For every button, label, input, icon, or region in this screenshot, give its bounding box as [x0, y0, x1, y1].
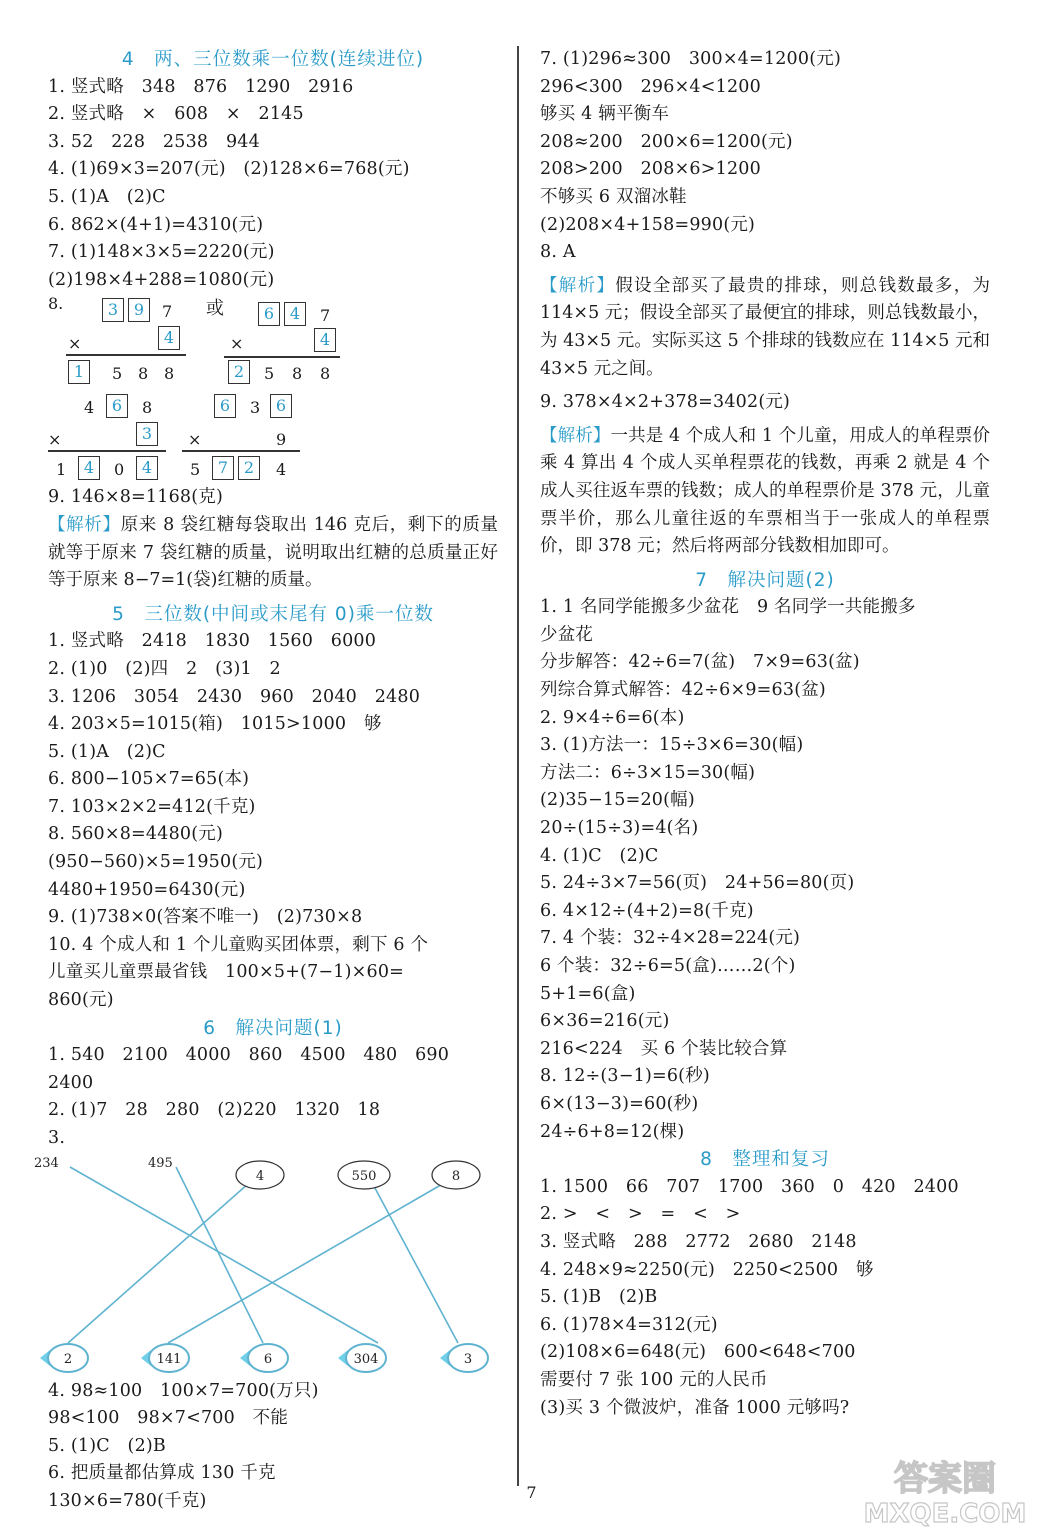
- answer-line: 列综合算式解答：42÷6×9=63(盆): [540, 680, 826, 701]
- answer-line: 4. 98≈100 100×7=700(万只): [48, 1380, 319, 1401]
- match-top-label: 495: [148, 1155, 173, 1171]
- puzzle-digit: 4: [276, 460, 287, 480]
- answer-line: 5. (1)A (2)C: [48, 186, 166, 207]
- answer-line: 不够买 6 双溜冰鞋: [540, 186, 687, 207]
- puzzle-digit: 8: [320, 364, 331, 384]
- answer-line: 8. 12÷(3−1)=6(秒): [540, 1066, 710, 1087]
- answer-line: (2)198×4+288=1080(元): [48, 269, 275, 290]
- answer-line: 3. 52 228 2538 944: [48, 131, 260, 152]
- answer-line: 6 个装：32÷6=5(盒)……2(个): [540, 956, 796, 976]
- puzzle-box: 9: [128, 298, 150, 322]
- answer-line: 2. > < > = < >: [540, 1204, 741, 1225]
- answer-line: 3. (1)方法一：15÷3×6=30(幅): [540, 735, 804, 756]
- puzzle-box: 2: [228, 360, 250, 384]
- answer-line: 1. 1 名同学能搬多少盆花 9 名同学一共能搬多: [540, 597, 916, 618]
- answer-line: 2. 9×4÷6=6(本): [540, 707, 685, 728]
- matching-svg: [34, 1153, 498, 1378]
- puzzle-box: 4: [78, 456, 100, 480]
- analysis-paragraph: [540, 273, 990, 383]
- column-divider: [517, 46, 519, 1486]
- puzzle-digit: 5: [112, 364, 123, 384]
- answer-line: 7. (1)148×3×5=2220(元): [48, 242, 275, 263]
- answer-line: (2)108×6=648(元) 600<648<700: [540, 1342, 856, 1363]
- section-4-heading: 4 两、三位数乘一位数(连续进位): [121, 49, 425, 70]
- section-8-heading: 8 整理和复习: [700, 1149, 830, 1171]
- right-column: [540, 46, 990, 1422]
- answer-line: 6. 把质量都估算成 130 千克: [48, 1463, 276, 1484]
- answer-line: 6×36=216(元): [540, 1011, 670, 1032]
- answer-line: 4. (1)C (2)C: [540, 845, 659, 866]
- answer-line: 6. 800−105×7=65(本): [48, 769, 250, 790]
- puzzle-digit: 8: [292, 364, 303, 384]
- answer-line: 8. A: [540, 242, 576, 263]
- puzzle-rule: [224, 356, 340, 358]
- puzzle-box: 4: [136, 456, 158, 480]
- answer-line: 1. 竖式略 2418 1830 1560 6000: [48, 631, 377, 652]
- answer-line: (2)35−15=20(幅): [540, 790, 695, 811]
- section-5-heading: 5 三位数(中间或末尾有 0)乘一位数: [112, 603, 434, 625]
- answer-line: 1. 竖式略 348 876 1290 2916: [48, 76, 354, 97]
- left-column: [34, 46, 498, 1516]
- puzzle-rule: [66, 354, 186, 356]
- puzzle-box: 6: [106, 394, 128, 418]
- answer-line: 130×6=780(千克): [48, 1490, 207, 1511]
- answer-line: 分步解答：42÷6=7(盆) 7×9=63(盆): [540, 652, 860, 673]
- puzzle-box: 3: [102, 298, 124, 322]
- puzzle-box: 7: [212, 456, 234, 480]
- answer-line: 1. 1500 66 707 1700 360 0 420 2400: [540, 1176, 959, 1197]
- answer-line: (950−560)×5=1950(元): [48, 852, 264, 873]
- answer-line: 20÷(15÷3)=4(名): [540, 818, 699, 839]
- puzzle-digit: 5: [190, 460, 201, 480]
- puzzle-digit: 8: [138, 364, 149, 384]
- analysis-tag: 【解析】: [48, 514, 121, 535]
- answer-line: 5. 24÷3×7=56(页) 24+56=80(页): [540, 873, 855, 894]
- times-sign: ×: [230, 334, 244, 354]
- match-top-label: 234: [34, 1155, 59, 1171]
- puzzle-digit: 9: [276, 430, 287, 450]
- answer-line: 少盆花: [540, 624, 594, 645]
- matching-diagram: [34, 1153, 498, 1378]
- answer-line: 6. (1)78×4=312(元): [540, 1314, 718, 1335]
- puzzle-box: 6: [270, 394, 292, 418]
- answer-line: 208>200 208×6>1200: [540, 159, 761, 180]
- answer-line: 10. 4 个成人和 1 个儿童购买团体票，剩下 6 个: [48, 934, 429, 955]
- answer-line: 5. (1)C (2)B: [48, 1435, 166, 1456]
- puzzle-box: 3: [136, 422, 158, 446]
- answer-line: 3.: [48, 1128, 66, 1148]
- answer-line: 1. 540 2100 4000 860 4500 480 690: [48, 1045, 450, 1066]
- match-bottom-label: 6: [263, 1351, 273, 1367]
- page-number: 7: [526, 1483, 537, 1502]
- answer-line: 296<300 296×4<1200: [540, 76, 761, 97]
- answer-line: 8. 560×8=4480(元): [48, 824, 224, 845]
- answer-line: 7. (1)296≈300 300×4=1200(元): [540, 49, 841, 69]
- puzzle-box: 4: [158, 326, 180, 350]
- puzzle-digit: 4: [84, 398, 95, 418]
- answer-line: 6. 4×12÷(4+2)=8(千克): [540, 900, 754, 921]
- puzzle-box: 2: [238, 456, 260, 480]
- answer-line: 2. (1)0 (2)四 2 (3)1 2: [48, 658, 281, 679]
- answer-line: 9. 146×8=1168(克): [48, 487, 224, 508]
- answer-line: 6×(13−3)=60(秒): [540, 1093, 699, 1114]
- answer-line: (3)买 3 个微波炉，准备 1000 元够吗?: [540, 1397, 850, 1418]
- answer-line: 9. (1)738×0(答案不唯一) (2)730×8: [48, 907, 363, 928]
- answer-line: 3. 1206 3054 2430 960 2040 2480: [48, 686, 421, 707]
- answer-line: 216<224 买 6 个装比较合算: [540, 1038, 788, 1059]
- match-top-label: 550: [351, 1168, 377, 1184]
- multiplication-puzzle: [48, 294, 498, 484]
- times-sign: ×: [188, 430, 202, 450]
- puzzle-digit: 5: [264, 364, 275, 384]
- answer-line: 5. (1)B (2)B: [540, 1287, 658, 1308]
- analysis-tag: 【解析】: [540, 275, 616, 296]
- puzzle-rule: [182, 450, 300, 452]
- answer-line: 5. (1)A (2)C: [48, 741, 166, 762]
- match-bottom-label: 2: [63, 1351, 73, 1367]
- puzzle-box: 6: [214, 394, 236, 418]
- section-7-heading: 7 解决问题(2): [695, 569, 835, 591]
- answer-line: 够买 4 辆平衡车: [540, 104, 670, 125]
- section-6-heading: 6 解决问题(1): [203, 1017, 343, 1039]
- watermark-text: 答案圈: [894, 1459, 996, 1499]
- answer-line: 方法二：6÷3×15=30(幅): [540, 762, 756, 783]
- answer-line: 3. 竖式略 288 2772 2680 2148: [540, 1231, 857, 1252]
- analysis-tag: 【解析】: [540, 425, 611, 446]
- answer-line: 儿童买儿童票最省钱 100×5+(7−1)×60=: [48, 962, 405, 983]
- puzzle-rule: [48, 450, 166, 452]
- answer-line: 4480+1950=6430(元): [48, 879, 246, 900]
- analysis-text: 一共是 4 个成人和 1 个儿童，用成人的单程票价乘 4 算出 4 个成人买单程票花的钱数，再乘 2 就是 4 个成人买往返车票的钱数；成人的单程票价是 378 元，儿童票半价，那么儿童往返的车票相当于一张成人的单程票价，即 378 元；然后将两部分钱数相加即可。: [540, 425, 990, 557]
- puzzle-number: 8.: [48, 294, 64, 314]
- match-line: [168, 1175, 458, 1343]
- watermark-url: MXQE.COM: [863, 1499, 1027, 1529]
- puzzle-digit: 8: [164, 364, 175, 384]
- answer-line: 2400: [48, 1072, 94, 1093]
- answer-line: (2)208×4+158=990(元): [540, 214, 756, 235]
- analysis-text: 假设全部买了最贵的排球，则总钱数最多，为 114×5 元；假设全部买了最便宜的排球，则总钱数最小，为 43×5 元。实际买这 5 个排球的钱数应在 114×5 元和 43×5 元之间。: [540, 275, 990, 379]
- puzzle-digit: 8: [142, 398, 153, 418]
- match-top-label: 8: [451, 1168, 461, 1184]
- answer-line: 98<100 98×7<700 不能: [48, 1408, 289, 1429]
- puzzle-box: 1: [68, 360, 90, 384]
- answer-line: 4. (1)69×3=207(元) (2)128×6=768(元): [48, 159, 410, 180]
- match-line: [176, 1167, 263, 1343]
- puzzle-box: 4: [314, 328, 336, 352]
- puzzle-or: 或: [206, 298, 224, 320]
- match-line: [70, 1167, 378, 1343]
- answer-line: 7. 4 个装：32÷4×28=224(元): [540, 928, 801, 949]
- puzzle-box: 4: [284, 302, 306, 326]
- answer-line: 需要付 7 张 100 元的人民币: [540, 1369, 768, 1390]
- answer-line: 4. 248×9≈2250(元) 2250<2500 够: [540, 1259, 874, 1280]
- answer-line: 860(元): [48, 990, 114, 1011]
- puzzle-digit: 3: [250, 398, 261, 418]
- answer-line: 7. 103×2×2=412(千克): [48, 796, 256, 817]
- answer-line: 9. 378×4×2+378=3402(元): [540, 392, 791, 413]
- answer-line: 2. (1)7 28 280 (2)220 1320 18: [48, 1100, 381, 1121]
- answer-line: 24÷6+8=12(棵): [540, 1121, 685, 1142]
- answer-line: 5+1=6(盒): [540, 983, 636, 1004]
- answer-line: 2. 竖式略 × 608 × 2145: [48, 104, 304, 125]
- analysis-paragraph: [48, 512, 498, 595]
- puzzle-digit: 0: [114, 460, 125, 480]
- times-sign: ×: [68, 334, 82, 354]
- puzzle-digit: 7: [320, 306, 331, 326]
- analysis-text: 原来 8 袋红糖每袋取出 146 克后，剩下的质量就等于原来 7 袋红糖的质量，说明取出红糖的总质量正好等于原来 8−7=1(袋)红糖的质量。: [48, 514, 498, 591]
- answer-line: 6. 862×(4+1)=4310(元): [48, 214, 264, 235]
- analysis-paragraph: [540, 423, 990, 561]
- puzzle-box: 6: [258, 302, 280, 326]
- times-sign: ×: [48, 430, 62, 450]
- match-top-label: 4: [255, 1168, 265, 1184]
- puzzle-digit: 1: [56, 460, 67, 480]
- answer-line: 4. 203×5=1015(箱) 1015>1000 够: [48, 714, 382, 735]
- match-bottom-label: 3: [463, 1351, 473, 1367]
- watermark-logo: [845, 1450, 1045, 1528]
- puzzle-digit: 7: [162, 302, 173, 322]
- answer-line: 208≈200 200×6=1200(元): [540, 131, 793, 152]
- match-bottom-label: 141: [156, 1351, 182, 1367]
- match-bottom-label: 304: [353, 1351, 379, 1367]
